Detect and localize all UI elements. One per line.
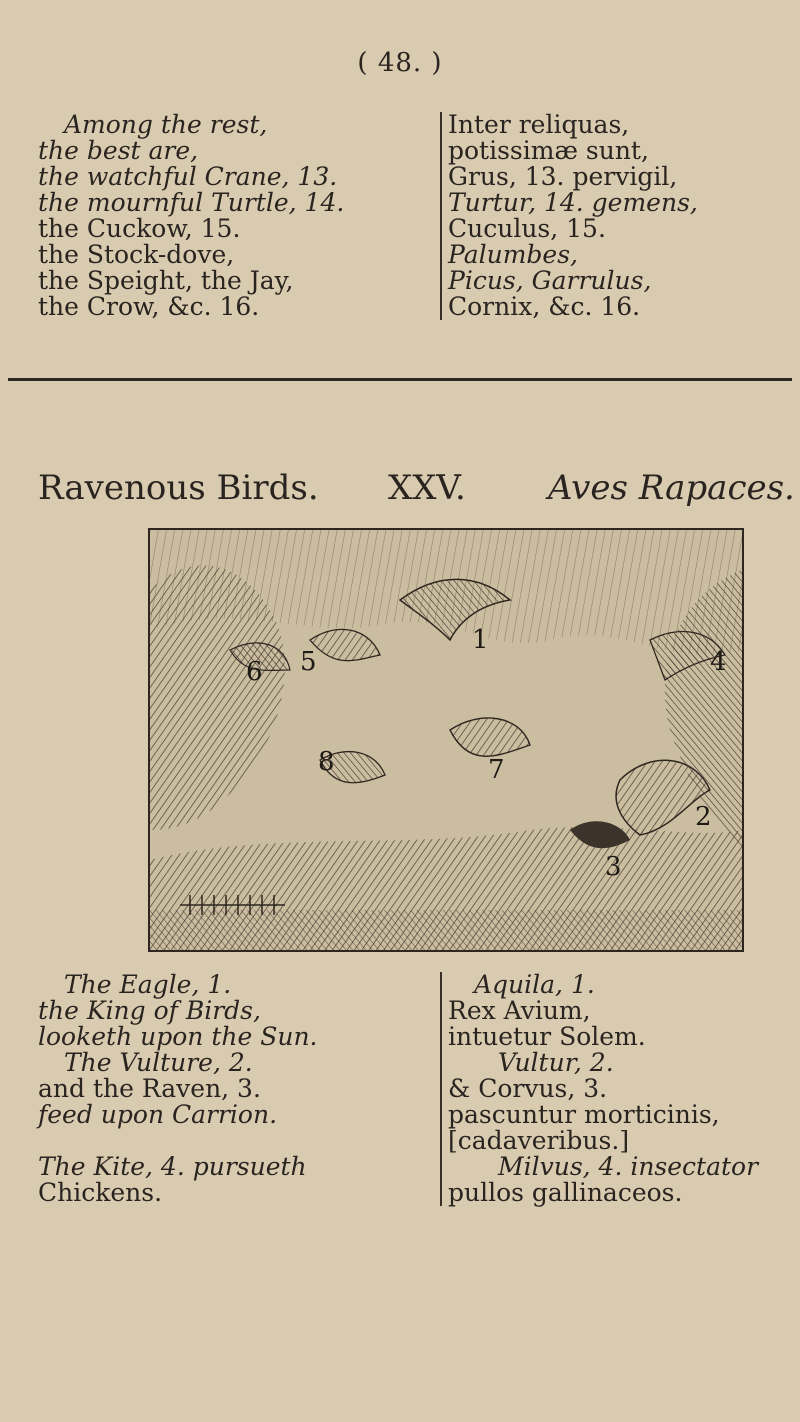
figure-number: 2: [695, 802, 712, 832]
chapter-heading: [0, 468, 800, 508]
text-line: the Crow, &c. 16.: [38, 292, 260, 321]
heading-latin: Aves Rapaces.: [548, 468, 795, 508]
text-line: Among the rest,: [64, 110, 268, 139]
figure-number: 5: [300, 647, 317, 677]
text-line: Aquila, 1.: [474, 970, 595, 999]
text-line: pascuntur morticinis,: [448, 1100, 720, 1129]
text-line: the King of Birds,: [38, 996, 261, 1025]
text-line: Cornix, &c. 16.: [448, 292, 641, 321]
text-line: the Cuckow, 15.: [38, 214, 241, 243]
text-line: Turtur, 14. gemens,: [448, 188, 698, 217]
section1-latin: [440, 112, 698, 320]
text-line: & Corvus, 3.: [448, 1074, 608, 1103]
section2-latin: [440, 972, 758, 1206]
text-line: looketh upon the Sun.: [38, 1022, 318, 1051]
text-line: Grus, 13. pervigil,: [448, 162, 678, 191]
section1-english: [38, 112, 344, 320]
text-line: intuetur Solem.: [448, 1022, 646, 1051]
engraving-drawing: [150, 530, 742, 950]
section2-english: [38, 972, 318, 1206]
text-line: Rex Avium,: [448, 996, 591, 1025]
text-line: the watchful Crane, 13.: [38, 162, 338, 191]
heading-english: Ravenous Birds.: [38, 468, 319, 508]
heading-number: XXV.: [388, 468, 466, 508]
text-line: potissimæ sunt,: [448, 136, 649, 165]
figure-number: 7: [488, 755, 505, 785]
text-line: the mournful Turtle, 14.: [38, 188, 345, 217]
text-line: the Speight, the Jay,: [38, 266, 294, 295]
text-line: the best are,: [38, 136, 199, 165]
text-line: and the Raven, 3.: [38, 1074, 261, 1103]
text-line: feed upon Carrion.: [38, 1100, 278, 1129]
figure-number: 3: [605, 852, 622, 882]
text-line: Milvus, 4. insectator: [498, 1152, 759, 1181]
figure-number: 8: [318, 747, 335, 777]
engraving-illustration: [148, 528, 744, 952]
text-line: the Stock-dove,: [38, 240, 235, 269]
figure-number: 6: [246, 657, 263, 687]
text-line: The Vulture, 2.: [64, 1048, 253, 1077]
text-line: [38, 1128, 318, 1154]
text-line: Palumbes,: [448, 240, 578, 269]
text-line: [cadaveribus.]: [448, 1126, 630, 1155]
page-number: ( 48. ): [357, 48, 443, 78]
text-line: The Kite, 4. pursueth: [38, 1152, 307, 1181]
text-line: The Eagle, 1.: [64, 970, 232, 999]
text-line: Vultur, 2.: [498, 1048, 614, 1077]
text-line: Inter reliquas,: [448, 110, 630, 139]
text-line: pullos gallinaceos.: [448, 1178, 683, 1207]
figure-number: 1: [472, 625, 489, 655]
text-line: Picus, Garrulus,: [448, 266, 652, 295]
figure-number: 4: [710, 647, 727, 677]
divider-rule: [8, 378, 792, 381]
text-line: Chickens.: [38, 1178, 163, 1207]
text-line: Cuculus, 15.: [448, 214, 606, 243]
